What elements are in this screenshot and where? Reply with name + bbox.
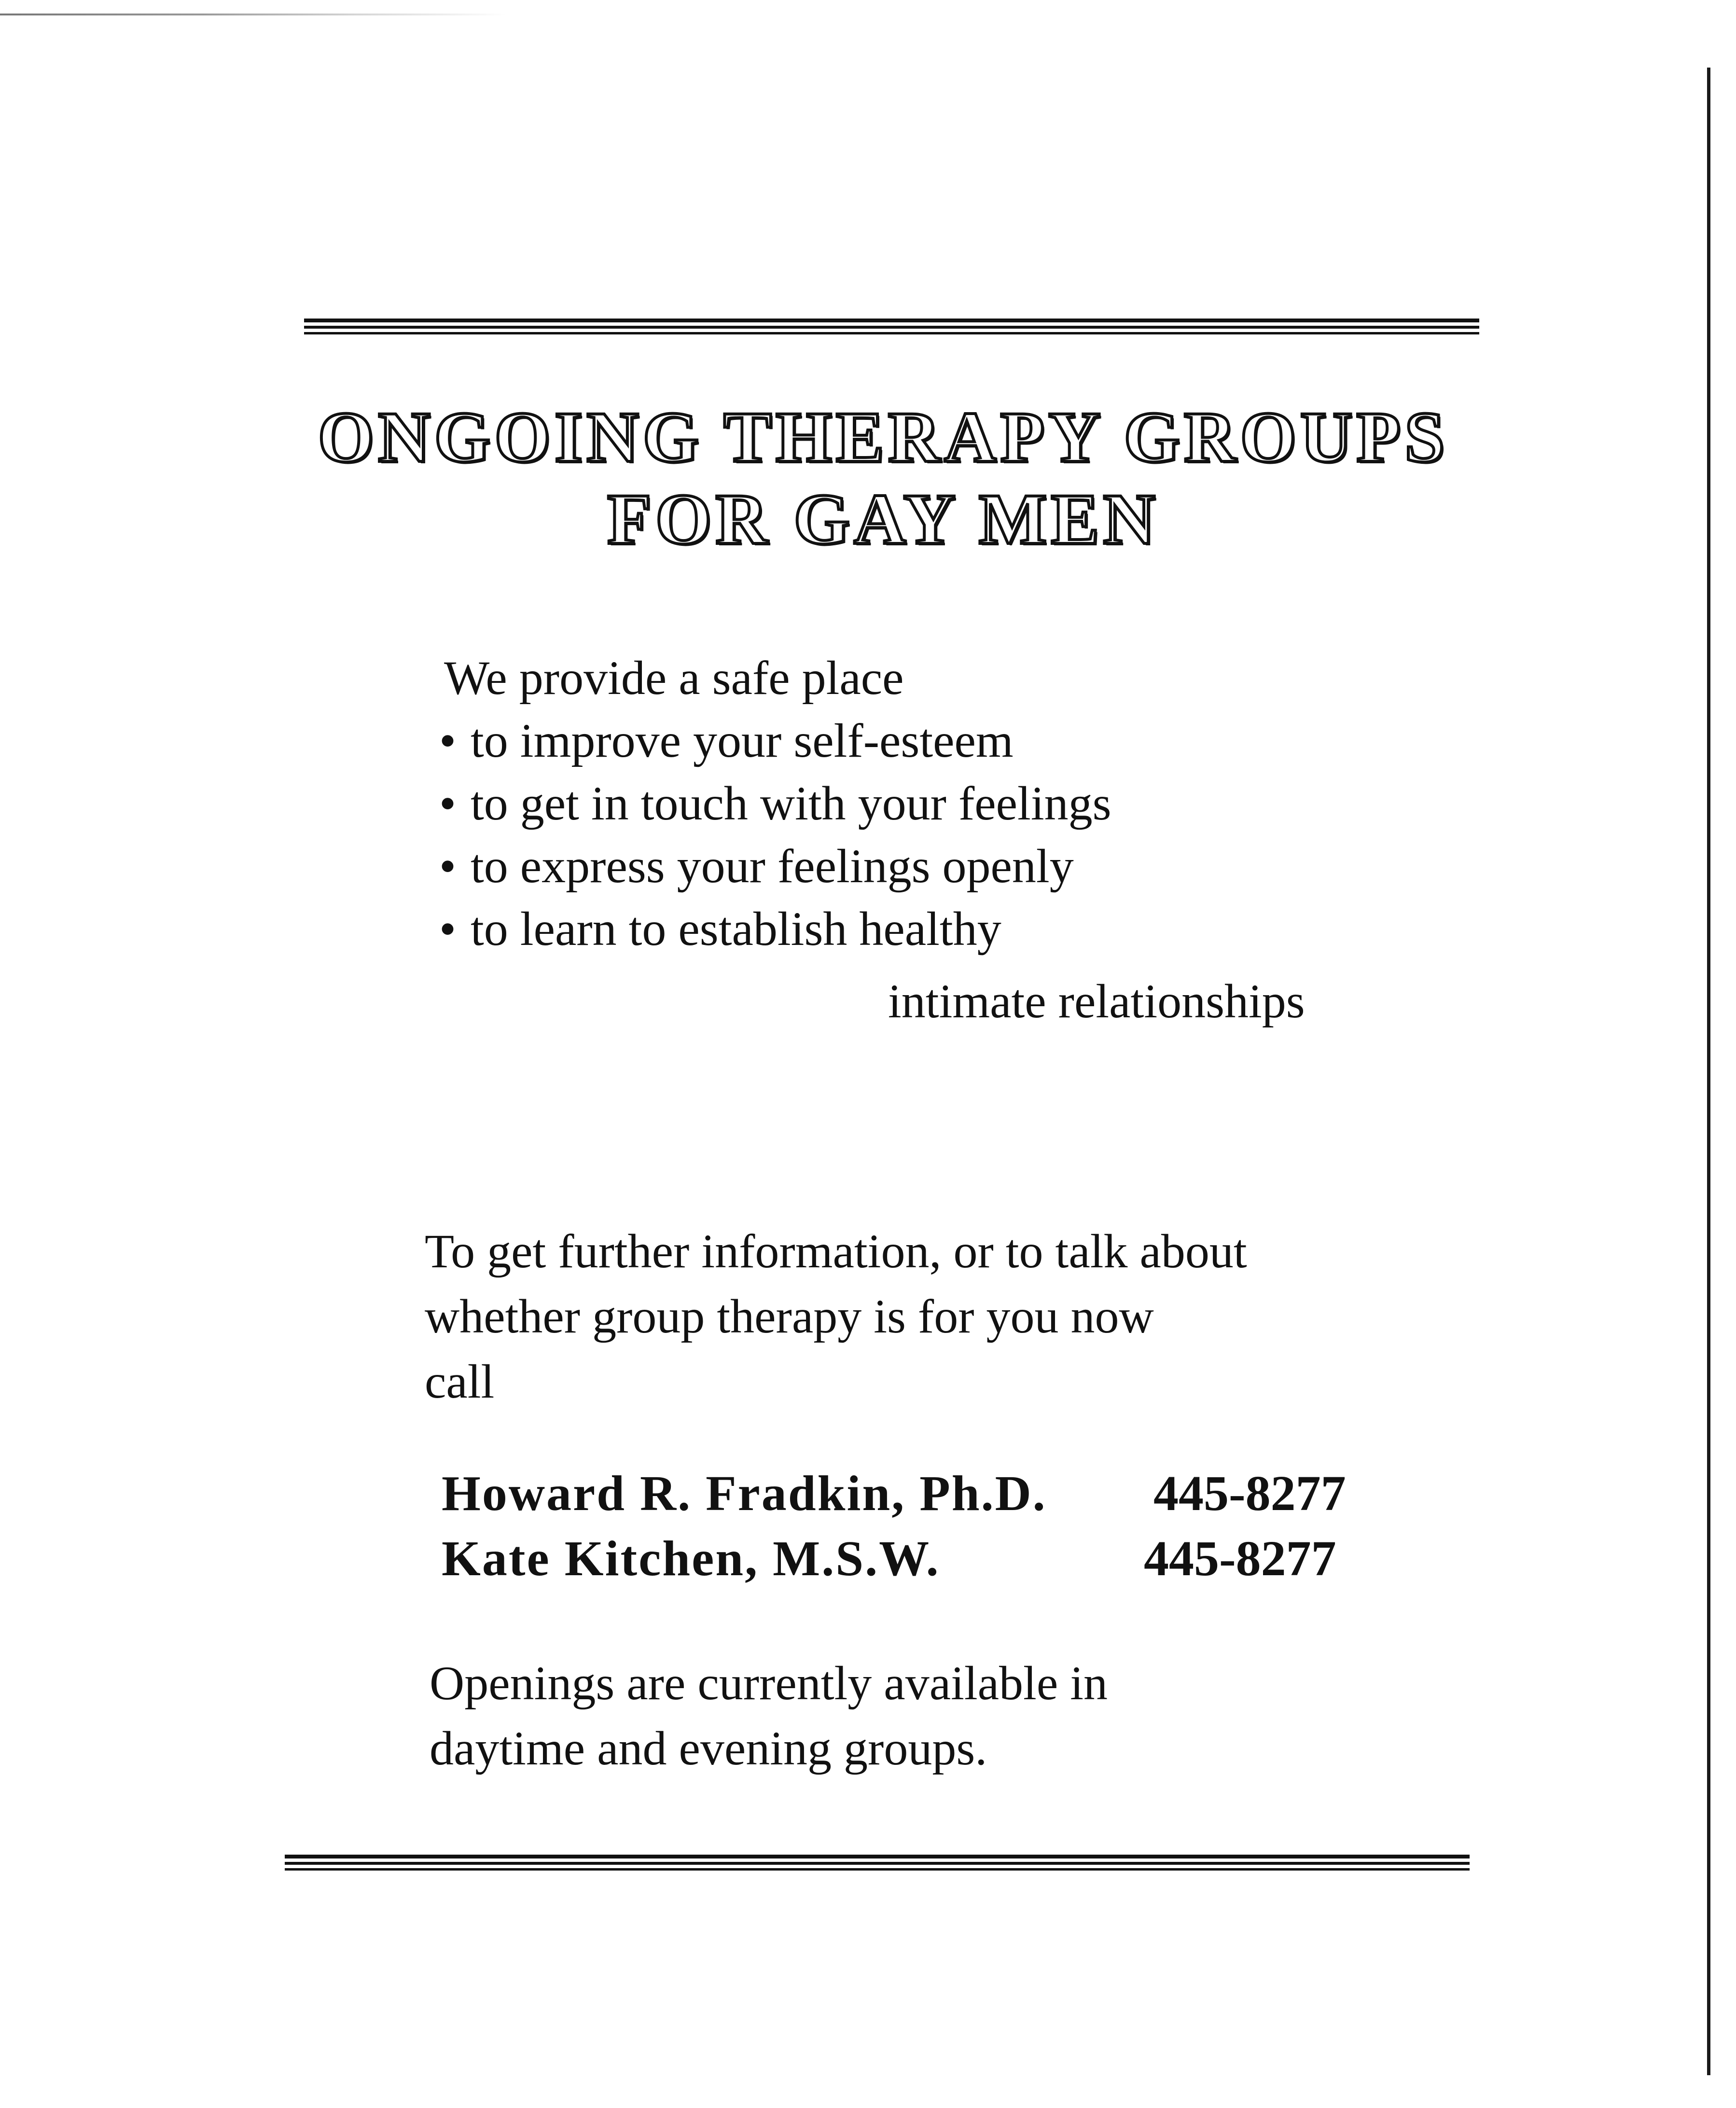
info-line-2: whether group therapy is for you now <box>425 1290 1154 1343</box>
top-rule <box>304 319 1479 338</box>
list-item-text: to learn to establish healthy <box>471 902 1001 956</box>
contact-phone: 445-8277 <box>1144 1531 1336 1586</box>
list-item <box>439 709 1111 772</box>
contact-phone: 445-8277 <box>1153 1466 1346 1521</box>
list-item-text: to get in touch with your feelings <box>471 777 1111 830</box>
info-line-1: To get further information, or to talk about <box>425 1224 1247 1278</box>
contact-name: Kate Kitchen, M.S.W. <box>442 1531 940 1586</box>
list-item-continuation: intimate relationships <box>888 974 1305 1028</box>
openings-line-2: daytime and evening groups. <box>430 1721 987 1775</box>
list-item <box>439 772 1111 835</box>
bullet-marker: • <box>439 839 457 893</box>
contact-name: Howard R. Fradkin, Ph.D. <box>442 1466 1047 1521</box>
list-item-text: to express your feelings openly <box>471 839 1074 893</box>
intro-text: We provide a safe place <box>444 651 904 705</box>
openings-line-1: Openings are currently available in <box>430 1656 1108 1710</box>
list-item-text: to improve your self-esteem <box>471 714 1014 767</box>
page-edge-line <box>1707 68 1710 2075</box>
bullet-marker: • <box>439 777 457 830</box>
openings-paragraph <box>430 1650 1108 1781</box>
scan-artifact-line <box>0 14 507 15</box>
list-item <box>439 898 1111 960</box>
headline-line-1: ONGOING THERAPY GROUPS <box>318 397 1449 477</box>
info-line-3: call <box>425 1355 495 1408</box>
bullet-marker: • <box>439 902 457 956</box>
info-paragraph <box>425 1219 1390 1414</box>
list-item <box>439 835 1111 898</box>
bottom-rule <box>285 1855 1470 1874</box>
headline-line-2: FOR GAY MEN <box>607 479 1159 559</box>
bullet-marker: • <box>439 714 457 767</box>
benefits-list <box>439 709 1111 960</box>
